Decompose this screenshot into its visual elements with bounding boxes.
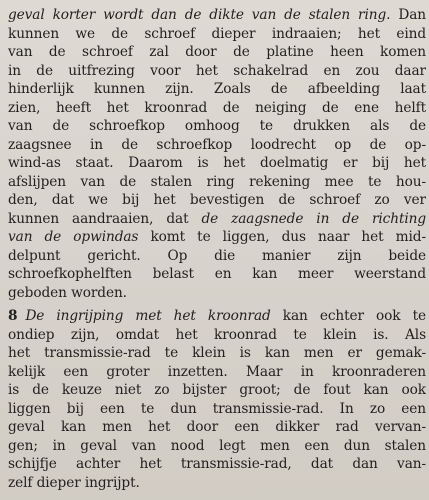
text-line — [8, 80, 426, 99]
text-run: delpunt gericht. Op die manier zijn beide — [8, 247, 426, 264]
text-run: komt te liggen, dus naar het mid- — [138, 229, 426, 245]
text-run: in de uitfrezing voor het schakelrad en zou daar — [8, 62, 426, 79]
text-line — [8, 25, 426, 44]
italic-run: de zaagsnede in de richting — [201, 210, 426, 227]
text-line — [8, 6, 426, 25]
text-run: zaagsnee in de schroefkop loodrecht op de op- — [8, 136, 426, 153]
text-line — [8, 265, 426, 284]
text-line — [8, 247, 426, 266]
text-line — [8, 381, 426, 400]
text-run: kan echter ook te — [270, 308, 426, 324]
text-line — [8, 400, 426, 419]
text-run: hinderlijk kunnen zijn. Zoals de afbeelding laat — [8, 81, 426, 97]
text-run: geboden worden. — [8, 284, 127, 301]
text-line — [8, 154, 426, 173]
text-line — [8, 455, 426, 474]
text-line — [8, 363, 426, 382]
text-line — [8, 228, 426, 247]
italic-run: van de opwindas — [8, 229, 139, 245]
text-line — [8, 173, 426, 192]
text-line — [8, 344, 426, 363]
text-line — [8, 62, 426, 81]
text-run: Dan — [390, 7, 426, 23]
text-run: den, dat we bij het bevestigen de schroef zo ver — [8, 192, 426, 208]
text-line — [8, 437, 426, 456]
paragraph-section-8 — [8, 307, 426, 492]
text-line — [8, 136, 426, 155]
text-run: het transmissie-rad te klein is kan men er gemak- — [8, 345, 426, 361]
text-run: kelijk een groter inzetten. Maar in kroonraderen — [8, 363, 426, 380]
text-run: van de schroefkop omhoog te drukken als de — [8, 118, 426, 134]
text-run: wind-as staat. Daarom is het doelmatig er bij het — [8, 155, 426, 171]
text-run: kunnen we de schroef dieper indraaien; het eind — [8, 25, 426, 42]
text-run: zelf dieper ingrijpt. — [8, 474, 140, 491]
text-line — [8, 99, 426, 118]
text-line — [8, 474, 426, 493]
text-line — [8, 418, 426, 437]
text-line — [8, 307, 426, 326]
text-run: ondiep zijn, omdat het kroonrad te klein is. Als — [8, 326, 426, 343]
text-line — [8, 43, 426, 62]
text-run: van de schroef zal door de platine heen komen — [8, 44, 426, 60]
text-line — [8, 284, 426, 303]
text-run: schroefkophelften belast en kan meer weerstand — [8, 266, 426, 282]
text-run: schijfje achter het transmissie-rad, dat dan van- — [8, 456, 426, 472]
section-number: 8 — [8, 308, 18, 324]
text-run: afslijpen van de stalen ring rekening mee te hou- — [8, 173, 426, 190]
text-run: gen; in geval van nood legt men een dun stalen — [8, 437, 426, 454]
text-line — [8, 117, 426, 136]
text-line — [8, 191, 426, 210]
text-run: is de keuze niet zo bijster groot; de fout kan ook — [8, 382, 426, 398]
text-run: zien, heeft het kroonrad de neiging de ene helft — [8, 99, 426, 116]
text-run: kunnen aandraaien, dat — [8, 210, 202, 227]
text-run: liggen bij een te dun transmissie-rad. In zo een — [8, 400, 426, 417]
text-line — [8, 210, 426, 229]
italic-run: De ingrijping met het kroonrad — [25, 308, 271, 324]
italic-run: geval korter wordt dan de dikte van de stalen ring. — [8, 7, 391, 23]
text-line — [8, 326, 426, 345]
text-run: geval kan men het door een dikker rad vervan- — [8, 419, 426, 435]
paragraph-section-7 — [8, 6, 426, 302]
